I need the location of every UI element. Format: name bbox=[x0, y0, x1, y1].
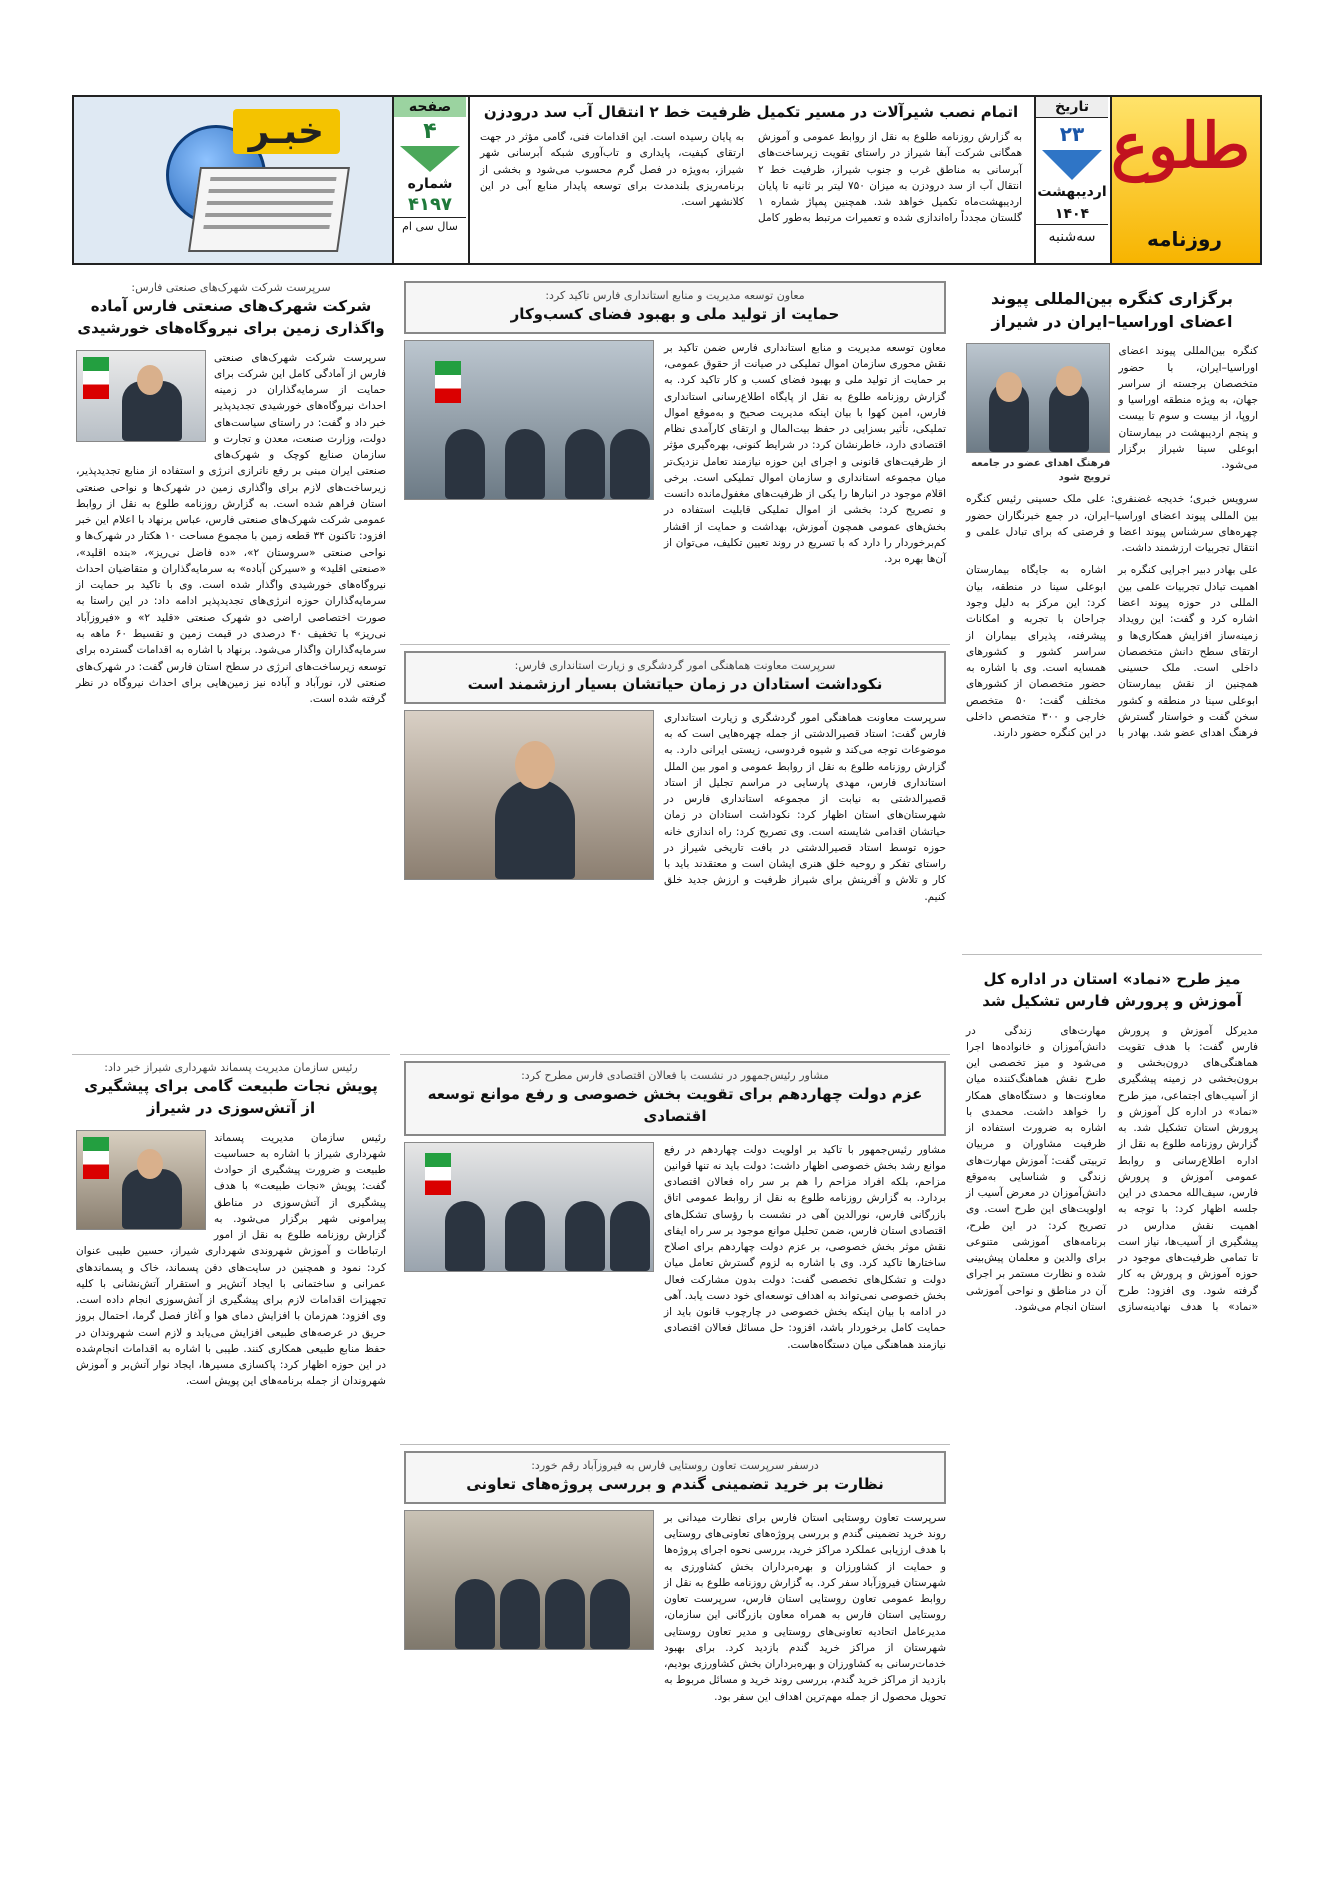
page-number: ۴ bbox=[423, 119, 437, 144]
date-month: اردیبهشت bbox=[1037, 184, 1107, 200]
official-portrait bbox=[76, 350, 206, 442]
article-kicker: سرپرست معاونت هماهنگی امور گردشگری و زیارت استانداری فارس: bbox=[514, 659, 836, 672]
headline-box bbox=[404, 281, 946, 334]
article-nature-rescue bbox=[72, 1055, 390, 1835]
article-body: سرپرست تعاون روستایی استان فارس برای نظارت میدانی بر روند خرید تضمینی گندم و بررسی پروژه‌های تعاونی‌های روستایی با هدف ارزیابی عملکرد مراکز خرید، بررسی نحوه اجرای پروژه‌ها و حمایت از کشاورزان و بهره‌برداران بخش کشاورزی به شهرستان فیروزآباد سفر کرد. به گزارش روزنامه طلوع به نقل از روابط عمومی تعاون روستایی استان فارس، سرپرست تعاون روستایی استان فارس به همراه معاون بازرگانی این سازمان، مدیرعامل اتحادیه تعاونی‌های روستایی و مدیر تعاون روستایی شهرستان از مراکز خرید گندم بازدید کرد. برای بهبود خدمات‌رسانی به کشاورزان و بهره‌برداران بخش کشاورزی بودیم، بازدید از مراکز خرید گندم، بررسی روند خرید و مسائل مربوط به تحویل محصول از جمله مهم‌ترین اهداف این سفر بود. bbox=[664, 1511, 946, 1703]
issue-label: شماره bbox=[407, 176, 453, 192]
field-visit-photo bbox=[404, 1510, 654, 1650]
article-namad-plan bbox=[962, 955, 1262, 1835]
headline-box bbox=[404, 1451, 946, 1504]
left-column bbox=[72, 275, 390, 1835]
article-title: میز طرح «نماد» استان در اداره کل آموزش و پرورش فارس تشکیل شد bbox=[982, 970, 1242, 1010]
article-title: برگزاری کنگره بین‌المللی پیوند اعضای اوراسیا–ایران در شیراز bbox=[990, 289, 1234, 332]
article-body: معاون توسعه مدیریت و منابع استانداری فارس ضمن تاکید بر نقش محوری سازمان اموال تملیکی در صیانت از حقوق عمومی، بر حمایت از تولید ملی و بهبود فضای کسب و کار تاکید کرد. به گزارش روزنامه طلوع به نقل از پایگاه اطلاع‌رسانی استانداری فارس، امین کهوا با بیان اینکه مدیریت صحیح و به‌موقع اموال تملیکی، تأثیر بسزایی در حفظ بیت‌المال و ارتقای کارآمدی نظام اقتصادی دارد، خاطرنشان کرد: در شرایط کنونی، بهره‌گیری مؤثر از ظرفیت‌های قانونی و اجرای این حوزه نیازمند تعامل نزدیک‌تر میان مجموعه استانداری و سازمان اموال تملیکی است. برخی اقلام موجود در انبارها را یکی از ظرفیت‌های مغفول‌مانده دانست و تصریح کرد: بخشی از اموال تملیکی قابلیت استفاده در بخش‌های عمومی همچون آموزش، بهداشت و حمایت از اقشار کم‌برخوردار را دارد که با تسریع در روند تعیین تکلیف، می‌توان از آن‌ها بهره برد. bbox=[664, 341, 946, 566]
article-kicker: سرپرست شرکت شهرک‌های صنعتی فارس: bbox=[131, 281, 331, 294]
lead-title: اتمام نصب شیرآلات در مسیر تکمیل ظرفیت خط ۲ انتقال آب سد درودزن bbox=[483, 103, 1019, 121]
article-body: مدیرکل آموزش و پرورش فارس گفت: با هدف تقویت هماهنگی‌های درون‌بخشی و برون‌بخشی در زمینه پیشگیری از آسیب‌های اجتماعی، میز طرح «نماد» در اداره کل آموزش و پرورش استان تشکیل شد. به گزارش روزنامه طلوع به نقل از اداره اطلاع‌رسانی و روابط عمومی آموزش و پرورش فارس، سیف‌الله محمدی در این جلسه اظهار کرد: با توجه به اهمیت نقش مدارس در پیشگیری از آسیب‌ها، نیاز است تا تمامی ظرفیت‌های موجود در حوزه آموزش و پرورش به کار گرفته شود. وی افزود: طرح «نماد» با هدف نهادینه‌سازی مهارت‌های زندگی در دانش‌آموزان و خانواده‌ها اجرا می‌شود و میز تخصصی این طرح نقش هماهنگ‌کننده میان معاونت‌ها و دستگاه‌های همکار را خواهد داشت. محمدی با اشاره به ضرورت استفاده از ظرفیت مشاوران و مربیان تربیتی گفت: آموزش مهارت‌های زندگی و شناسایی به‌موقع دانش‌آموزان در معرض آسیب از اولویت‌های این طرح است. وی تصریح کرد: در این طرح، برنامه‌های آموزشی متنوعی برای والدین و معلمان پیش‌بینی شده و نظارت مستمر بر اجرای آن در مناطق و نواحی آموزشی استان انجام می‌شود. bbox=[966, 1024, 1258, 1314]
date-box bbox=[1034, 97, 1108, 263]
page-issue-box bbox=[392, 97, 466, 263]
article-professors-honor bbox=[400, 645, 950, 1055]
conference-photo bbox=[404, 1142, 654, 1272]
date-label: تاریخ bbox=[1036, 97, 1108, 118]
article-body: سرپرست معاونت هماهنگی امور گردشگری و زیارت استانداری فارس گفت: استاد قصیرالدشتی از جمله چهره‌هایی است که به موضوعات توجه می‌کند و شیوه فردوسی، زیستی ایرانی دارد. به گزارش روزنامه طلوع به نقل از روابط عمومی و امور بین الملل استانداری فارس، مهدی پارسایی در مراسم تجلیل از استاد قصیرالدشتی به نیابت از مجموعه استانداری فارس در شهرستان‌های استان اظهار کرد: نکوداشت استادان در زمان حیاتشان اقدامی شایسته است. وی تصریح کرد: راه اندازی خانه حوزه توسط استاد قصیرالدشتی در بافت تاریخی شیراز در راستای تفکر و روحیه خلق هنری ایشان است و معتقدند باید با کار و تلاش و آفرینش برای شیراز ظرفیت و ارزش جدید خلق کنیم. bbox=[664, 711, 946, 903]
lead-story bbox=[468, 97, 1032, 263]
article-private-sector bbox=[400, 1055, 950, 1445]
article-title: حمایت از تولید ملی و بهبود فضای کسب‌وکار bbox=[510, 305, 840, 323]
article-transplant-congress bbox=[962, 275, 1262, 955]
date-triangle-icon bbox=[1042, 150, 1102, 180]
article-title: شرکت شهرک‌های صنعتی فارس آماده واگذاری زمین برای نیروگاه‌های خورشیدی bbox=[77, 297, 385, 337]
article-kicker: مشاور رئیس‌جمهور در نشست با فعالان اقتصادی فارس مطرح کرد: bbox=[521, 1069, 829, 1082]
article-kicker: معاون توسعه مدیریت و منابع استانداری فارس تاکید کرد: bbox=[545, 289, 805, 302]
masthead bbox=[72, 95, 1262, 265]
headline-box bbox=[404, 1061, 946, 1136]
page-label: صفحه bbox=[394, 97, 466, 117]
official-portrait bbox=[404, 710, 654, 880]
article-body: علی بهادر دبیر اجرایی کنگره بر اهمیت تبادل تجربیات علمی بین المللی در حوزه پیوند اعضا اشاره کرد و گفت: این رویداد زمینه‌ساز افزایش همکاری‌ها و ارتقای سطح دانش متخصصان داخلی است. ملک حسینی همچنین از نقش بیمارستان ابوعلی سینا در منطقه و کشور سخن گفت و خواستار گسترش فرهنگ اهدای عضو شد. بهادر با اشاره به جایگاه بیمارستان ابوعلی سینا در منطقه، بیان کرد: این مرکز به دلیل وجود جراحان با تجربه و امکانات پیشرفته، پذیرای بیماران از سراسر کشور و کشورهای همسایه است. وی با اشاره به حضور متخصصان از کشورهای مختلف گفت: ۵۰ متخصص خارجی و ۳۰۰ متخصص داخلی در این کنگره حضور دارند. bbox=[966, 564, 1258, 740]
article-wheat-purchase bbox=[400, 1445, 950, 1825]
article-body: سرپرست شرکت شهرک‌های صنعتی فارس از آمادگی کامل این شرکت برای حمایت از سرمایه‌گذاران در زمینه احداث نیروگاه‌های خورشیدی تجدیدپذیر خبر داد و گفت: در راستای سیاست‌های دولت، وزارت صنعت، معدن و تجارت و سازمان صنایع کوچک و شهرک‌های صنعتی ایران مبنی بر رفع ناترازی انرژی و استفاده از منابع تجدیدپذیر، زیرساخت‌های لازم برای واگذاری زمین در شهرک‌ها و نواحی صنعتی استان فراهم شده است. به گزارش روزنامه طلوع به نقل از روابط عمومی شرکت شهرک‌های صنعتی فارس، عباس برنهاد با اعلام این خبر افزود: تاکنون ۳۴ قطعه زمین با مجموع مساحت ۱۰ هکتار در شهرک‌ها و نواحی صنعتی «سروستان ۲»، «ده فاضل نی‌ریز»، «بنده اقلید»، «صنعتی اقلید» و «سیرکن آباده» به سرمایه‌گذاران و متقاضیان احداث نیروگاه‌های خورشیدی واگذار شده است. وی با تاکید بر حمایت از سرمایه‌گذاران حوزه انرژی‌های تجدیدپذیر ادامه داد: در این راستا به صورت اختصاصی اراضی دو شهرک صنعتی «قلید ۲» و «فیروزآباد نی‌ریز» با تخفیف ۴۰ درصدی در قیمت زمین و تقسیط ۶۰ ماهه به سرمایه‌گذاران واگذار می‌شود. برنهاد با اشاره به اقدامات گسترده برای توسعه زیرساخت‌های انرژی در سطح استان فارس گفت: در شهرک‌های صنعتی لار، نورآباد و آباده نیز زمین‌هایی برای احداث نیروگاه در نظر گرفته شده است. bbox=[76, 351, 387, 706]
article-title: نکوداشت استادان در زمان حیاتشان بسیار ارزشمند است bbox=[467, 675, 883, 693]
photo-caption: فرهنگ اهدای عضو در جامعه ترویج شود bbox=[971, 458, 1111, 484]
headline-box bbox=[404, 651, 946, 704]
article-body: مشاور رئیس‌جمهور با تاکید بر اولویت دولت چهاردهم در رفع موانع رشد بخش خصوصی اظهار داشت: دولت باید نه تنها قوانین مزاحم، بلکه افراد مزاحم را هم بر سر راه فعالان اقتصادی بردارد. به گزارش روزنامه طلوع به نقل از روابط عمومی اتاق بازرگانی فارس، نورالدین آهی در نشست با رؤسای تشکل‌های اقتصادی استان فارس، ضمن تحلیل موانع موجود بر سر راه ایفای نقش موثر بخش خصوصی، بر عزم دولت چهاردهم برای اصلاح ساختارها تاکید کرد. وی با اشاره به لزوم گسترش تعامل میان دولت و تشکل‌های تخصصی گفت: دولت بدون مشارکت فعال بخش خصوصی نمی‌تواند به اهداف توسعه‌ای خود دست یابد. آهی در ادامه با بیان اینکه بخش خصوصی در چارچوب قانون باید از حمایت کامل برخوردار باشد، افزود: حل مسائل فعالان اقتصادی نیازمند هماهنگی میان دستگاه‌هاست. bbox=[664, 1143, 946, 1351]
meeting-photo bbox=[404, 340, 654, 500]
article-body: کنگره بین‌المللی پیوند اعضای اوراسیا–ایران، با حضور متخصصان برجسته از سراسر جهان، به ویژه منطقه اوراسیا و اروپا، از بیست و سوم تا بیست و پنجم اردیبهشت در بیمارستان ابوعلی سینا شیراز برگزار می‌شود. bbox=[1118, 345, 1258, 472]
year-label: سال سی ام bbox=[394, 217, 466, 233]
page-triangle-icon bbox=[400, 146, 460, 172]
article-body: سرویس خبری؛ خدیجه غضنفری: علی ملک حسینی رئیس کنگره بین المللی پیوند اعضای اوراسیا–ایران، در جمع خبرنگاران حضور چهره‌های سرشناس پیوند اعضا و فرصتی که برای تبادل علمی و انتقال تجربیات ارزشمند داشت. bbox=[966, 493, 1258, 555]
article-kicker: رئیس سازمان مدیریت پسماند شهرداری شیراز خبر داد: bbox=[104, 1061, 358, 1074]
article-solar-plants bbox=[72, 275, 390, 1055]
issue-number: ۴۱۹۷ bbox=[408, 194, 452, 215]
article-title: عزم دولت چهاردهم برای تقویت بخش خصوصی و رفع موانع توسعه اقتصادی bbox=[427, 1085, 923, 1125]
date-year: ۱۴۰۴ bbox=[1054, 206, 1090, 222]
middle-column bbox=[400, 275, 950, 1825]
article-title: نظارت بر خرید تضمینی گندم و بررسی پروژه‌های تعاونی bbox=[466, 1475, 884, 1493]
newspaper-logo bbox=[1110, 97, 1260, 263]
date-weekday: سه‌شنبه bbox=[1036, 224, 1108, 249]
congress-photo bbox=[966, 343, 1110, 453]
date-day: ۲۳ bbox=[1059, 122, 1085, 146]
right-column bbox=[962, 275, 1262, 1835]
article-kicker: درسفر سرپرست تعاون روستایی فارس به فیروزآباد رقم خورد: bbox=[531, 1459, 819, 1472]
article-national-production bbox=[400, 275, 950, 645]
official-portrait bbox=[76, 1130, 206, 1230]
logo-wordmark: طلوع bbox=[1111, 109, 1250, 182]
article-title: پویش نجات طبیعت گامی برای پیشگیری از آتش‌سوزی در شیراز bbox=[84, 1077, 378, 1117]
newspaper-page bbox=[72, 95, 1262, 1855]
section-title: خبـر bbox=[233, 109, 340, 154]
lead-body: به گزارش روزنامه طلوع به نقل از روابط عمومی و آموزش همگانی شرکت آبفا شیراز در راستای تقویت زیرساخت‌های آبرسانی به مناطق غرب و جنوب شیراز، ظرفیت خط ۲ انتقال آب از سد درودزن به میزان ۷۵۰ لیتر بر ثانیه تا پایان اردیبهشت‌ماه تکمیل خواهد شد. همچنین پمپاژ شماره ۱ گلستان مجدداً راه‌اندازی شده و تعمیرات مرتبط به‌طور کامل به پایان رسیده است. این اقدامات فنی، گامی مؤثر در جهت ارتقای کیفیت، پایداری و تاب‌آوری شبکه آبرسانی شهر شیراز، به‌ویژه در فصل گرم محسوب می‌شود و بخشی از برنامه‌ریزی بلندمدت برای توسعه پایدار منابع آبی در این کلانشهر است. bbox=[480, 131, 1023, 225]
news-section-box bbox=[74, 97, 392, 263]
logo-subtitle: روزنامه bbox=[1147, 227, 1222, 251]
newspaper-icon bbox=[188, 167, 350, 252]
article-body: رئیس سازمان مدیریت پسماند شهرداری شیراز با اشاره به حساسیت طبیعت و ضرورت پیشگیری از حوادث گفت: پویش «نجات طبیعت» با هدف پیشگیری از آتش‌سوزی در مناطق پیرامونی شهر برگزار می‌شود. به گزارش روزنامه طلوع به نقل از امور ارتباطات و آموزش شهروندی شهرداری شیراز، حسین طیبی عنوان کرد: نمود و همچنین در سایت‌های دفن پسماند، خاک و پسماندهای عمرانی و ساختمانی با ایجاد آتش‌بر و استقرار آتش‌نشانی با کلیه تجهیزات اقدامات لازم برای پیشگیری از آتش‌سوزی انجام داده است. وی افزود: هم‌زمان با افزایش دمای هوا و آغاز فصل گرما، احتمال بروز حریق در عرصه‌های طبیعی افزایش می‌یابد و لازم است شهروندان در حفظ منابع طبیعی همکاری کنند. طیبی با اشاره به اقدامات انجام‌شده در این حوزه اظهار کرد: پاکسازی مسیرها، ایجاد نوار آتش‌بر و آموزش شهروندان از جمله برنامه‌های این پویش است. bbox=[76, 1131, 386, 1388]
